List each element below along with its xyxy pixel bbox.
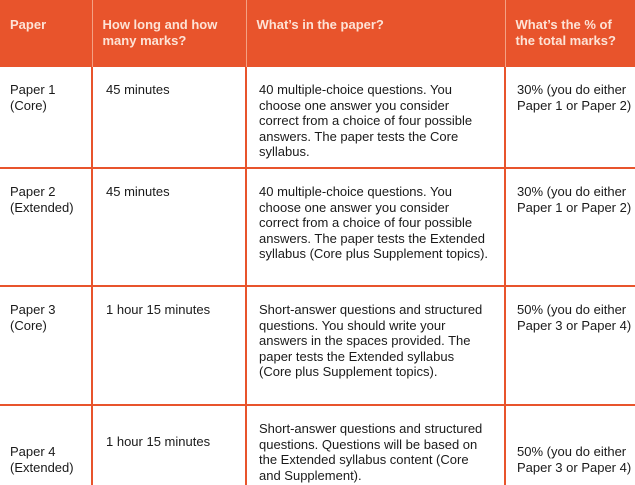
content-line: choose one answer you consider: [259, 199, 450, 215]
duration-cell: [92, 286, 246, 405]
content-cell: [246, 168, 505, 286]
paper-name: Paper 3: [10, 302, 56, 317]
content-line: the Extended syllabus content (Core: [259, 452, 469, 467]
paper-level: (Core): [10, 317, 47, 333]
percent-line: 30% (you do either: [517, 184, 627, 199]
header-text-line: What’s the % of: [515, 17, 612, 32]
paper-level: (Core): [10, 97, 47, 113]
paper-name: Paper 4: [10, 444, 56, 459]
content-line: 40 multiple-choice questions. You: [259, 82, 452, 97]
percent-line: 50% (you do either: [517, 444, 627, 459]
header-row: [0, 0, 635, 67]
paper-name: Paper 1: [10, 82, 56, 97]
content-cell: [246, 286, 505, 405]
percent-line: Paper 1 or Paper 2): [517, 199, 632, 215]
header-paper: [0, 0, 92, 67]
content-line: correct from a choice of four possible: [259, 113, 473, 128]
content-line: 40 multiple-choice questions. You: [259, 184, 452, 199]
duration-text: 45 minutes: [106, 184, 170, 199]
percent-cell: [505, 286, 635, 405]
content-line: choose one answer you consider: [259, 97, 450, 113]
percent-line: Paper 1 or Paper 2): [517, 97, 632, 113]
percent-line: Paper 3 or Paper 4): [517, 459, 632, 475]
content-line: Short-answer questions and structured: [259, 421, 483, 436]
table-header: [0, 0, 635, 67]
duration-text: 1 hour 15 minutes: [106, 434, 211, 449]
percent-cell: [505, 168, 635, 286]
paper-cell: [0, 67, 92, 168]
paper-cell: [0, 405, 92, 485]
table-row: [0, 286, 635, 405]
duration-cell: [92, 67, 246, 168]
duration-text: 1 hour 15 minutes: [106, 302, 211, 317]
content-line: (Core plus Supplement topics).: [259, 364, 438, 379]
duration-cell: [92, 168, 246, 286]
header-text-line: What’s in the paper?: [256, 17, 384, 32]
header-text-line: many marks?: [102, 33, 187, 48]
header-content: [246, 0, 505, 67]
duration-cell: [92, 405, 246, 485]
content-line: and Supplement).: [259, 467, 362, 483]
header-duration: [92, 0, 246, 67]
percent-cell: [505, 67, 635, 168]
content-line: correct from a choice of four possible: [259, 215, 473, 230]
header-text-line: How long and how: [102, 17, 218, 32]
duration-text: 45 minutes: [106, 82, 170, 97]
content-line: answers in the spaces provided. The: [259, 333, 471, 348]
content-cell: [246, 67, 505, 168]
paper-cell: [0, 168, 92, 286]
table-body: [0, 67, 635, 485]
content-line: answers. The paper tests the Core: [259, 128, 459, 144]
header-percent: [505, 0, 635, 67]
content-line: Short-answer questions and structured: [259, 302, 483, 317]
content-line: questions. You should write your: [259, 317, 446, 333]
table-row: [0, 67, 635, 168]
table-row: [0, 168, 635, 286]
table-row: [0, 405, 635, 485]
percent-line: Paper 3 or Paper 4): [517, 317, 632, 333]
content-line: syllabus.: [259, 144, 310, 159]
header-text-line: Paper: [10, 17, 47, 32]
paper-level: (Extended): [10, 199, 74, 215]
percent-cell: [505, 405, 635, 485]
percent-line: 50% (you do either: [517, 302, 627, 317]
content-cell: [246, 405, 505, 485]
content-line: answers. The paper tests the Extended: [259, 230, 485, 246]
paper-name: Paper 2: [10, 184, 56, 199]
header-text-line: the total marks?: [515, 33, 616, 48]
paper-cell: [0, 286, 92, 405]
percent-line: 30% (you do either: [517, 82, 627, 97]
content-line: questions. Questions will be based on: [259, 436, 478, 452]
content-line: paper tests the Extended syllabus: [259, 348, 455, 364]
content-line: syllabus (Core plus Supplement topics).: [259, 246, 489, 261]
paper-level: (Extended): [10, 459, 74, 475]
